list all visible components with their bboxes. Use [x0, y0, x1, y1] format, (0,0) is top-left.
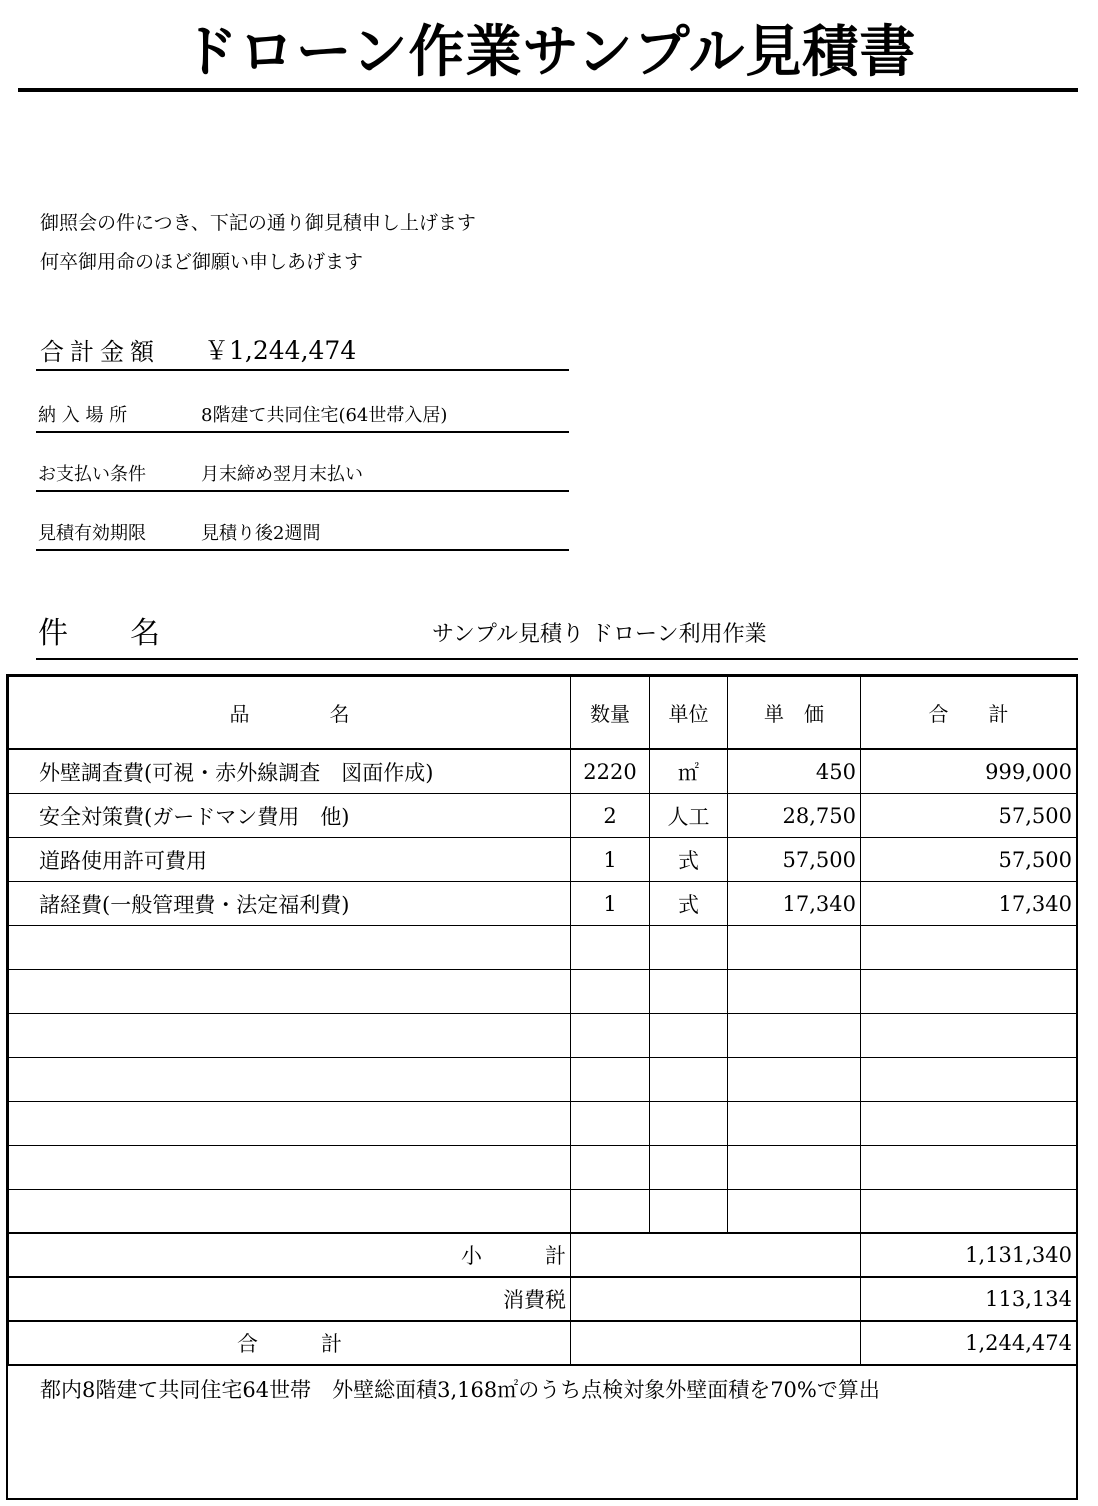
- total-amount-value: ￥1,244,474: [204, 336, 357, 365]
- tax-label: 消費税: [9, 1277, 571, 1321]
- delivery-place-label: 納 入 場 所: [38, 405, 128, 426]
- table-row: [9, 838, 1077, 882]
- payment-terms-value: 月末締め翌月末払い: [201, 464, 363, 485]
- title-divider: [18, 88, 1078, 92]
- empty-row: [9, 1058, 1077, 1102]
- greeting-line-1: 御照会の件につき、下記の通り御見積申し上げます: [40, 212, 476, 234]
- empty-row: [9, 926, 1077, 970]
- tax-value: 113,134: [861, 1277, 1077, 1321]
- row-item-name: 外壁調査費(可視・赤外線調査 図面作成): [9, 749, 571, 794]
- row-unit-price: 28,750: [728, 794, 861, 838]
- subject-label: 件名: [38, 616, 222, 651]
- delivery-place-value: 8階建て共同住宅(64世帯入居): [201, 405, 448, 426]
- payment-terms-row: [36, 460, 569, 492]
- header-unit-price: 単 価: [728, 677, 861, 750]
- empty-row: [9, 1190, 1077, 1234]
- table-row: [9, 794, 1077, 838]
- row-unit: 式: [650, 838, 728, 882]
- validity-value: 見積り後2週間: [201, 523, 321, 544]
- row-unit: 式: [650, 882, 728, 926]
- total-amount-row: [36, 337, 569, 371]
- row-unit: ㎡: [650, 749, 728, 794]
- delivery-place-row: [36, 401, 569, 433]
- empty-row: [9, 1102, 1077, 1146]
- empty-row: [9, 970, 1077, 1014]
- remarks-text: 都内8階建て共同住宅64世帯 外壁総面積3,168㎡のうち点検対象外壁面積を70%で算出: [40, 1378, 880, 1402]
- row-unit: 人工: [650, 794, 728, 838]
- row-unit-price: 450: [728, 749, 861, 794]
- grand-total-label: 合 計: [9, 1321, 571, 1365]
- remarks-box: [6, 1362, 1078, 1500]
- header-unit: 単位: [650, 677, 728, 750]
- row-quantity: 1: [571, 838, 650, 882]
- subtotal-row: [9, 1233, 1077, 1277]
- total-amount-label: 合計金額: [40, 338, 160, 366]
- row-item-name: 安全対策費(ガードマン費用 他): [9, 794, 571, 838]
- row-unit-price: 17,340: [728, 882, 861, 926]
- payment-terms-label: お支払い条件: [38, 464, 146, 485]
- row-quantity: 2220: [571, 749, 650, 794]
- subtotal-label: 小 計: [9, 1233, 571, 1277]
- empty-row: [9, 1146, 1077, 1190]
- row-quantity: 2: [571, 794, 650, 838]
- page-title: ドローン作業サンプル見積書: [181, 20, 917, 85]
- row-quantity: 1: [571, 882, 650, 926]
- row-item-name: 道路使用許可費用: [9, 838, 571, 882]
- row-amount: 57,500: [861, 838, 1077, 882]
- table-header-row: [9, 677, 1077, 750]
- validity-row: [36, 519, 569, 551]
- grand-total-value: 1,244,474: [861, 1321, 1077, 1365]
- row-item-name: 諸経費(一般管理費・法定福利費): [9, 882, 571, 926]
- subject-row: [36, 612, 1078, 660]
- subtotal-value: 1,131,340: [861, 1233, 1077, 1277]
- header-amount: 合 計: [861, 677, 1077, 750]
- row-amount: 57,500: [861, 794, 1077, 838]
- header-quantity: 数量: [571, 677, 650, 750]
- row-amount: 17,340: [861, 882, 1077, 926]
- header-item-name: 品 名: [9, 677, 571, 750]
- tax-row: [9, 1277, 1077, 1321]
- empty-row: [9, 1014, 1077, 1058]
- subject-value: サンプル見積り ドローン利用作業: [432, 622, 767, 647]
- validity-label: 見積有効期限: [38, 523, 146, 544]
- grand-total-row: [9, 1321, 1077, 1365]
- row-amount: 999,000: [861, 749, 1077, 794]
- row-unit-price: 57,500: [728, 838, 861, 882]
- table-row: [9, 749, 1077, 794]
- greeting-line-2: 何卒御用命のほど御願い申しあげます: [40, 251, 364, 273]
- table-row: [9, 882, 1077, 926]
